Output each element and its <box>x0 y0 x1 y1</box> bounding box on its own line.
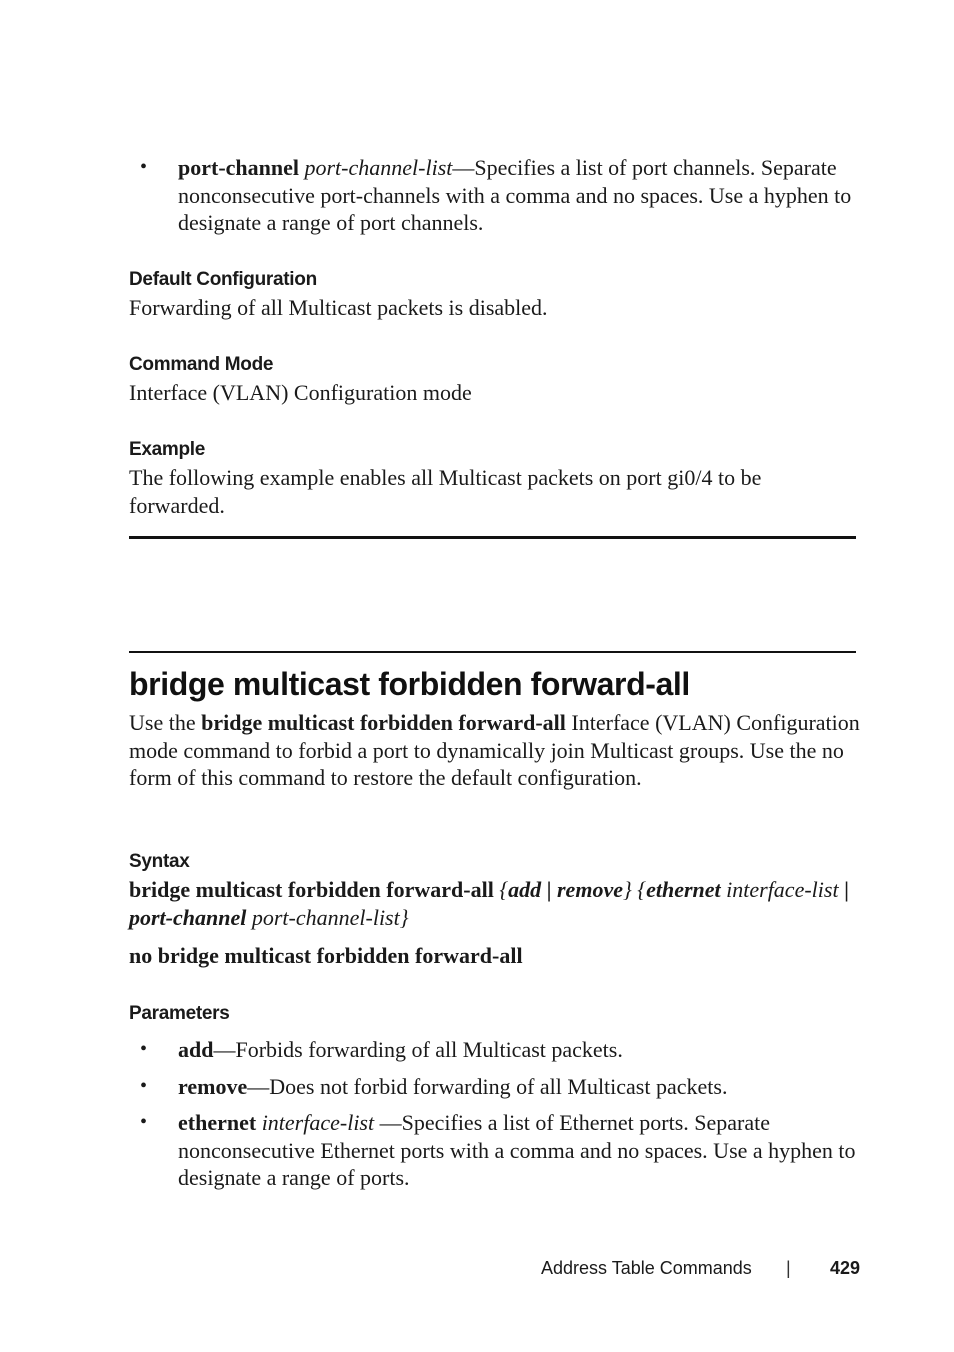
syntax-brace: { <box>493 877 509 902</box>
param-keyword: port-channel <box>178 155 299 180</box>
footer-section-name: Address Table Commands <box>541 1258 752 1278</box>
syntax-port-channel-list: port-channel-list <box>246 904 400 930</box>
footer-separator: | <box>786 1258 791 1278</box>
param-desc: —Does not forbid forwarding of all Multicast packets. <box>247 1074 728 1099</box>
command-mode-heading: Command Mode <box>129 354 274 375</box>
syntax-command: bridge multicast forbidden forward-all <box>129 877 494 902</box>
intro-pre: Use the <box>129 710 202 735</box>
intro-post: Interface (VLAN) Configuration mode command to forbid a port to dynamically join Multicast groups. Use the no form of this command to restore the default configuration. <box>129 710 860 790</box>
param-keyword: ethernet <box>178 1110 257 1135</box>
bullet-marker: • <box>140 1038 148 1060</box>
param-keyword: add <box>178 1037 214 1062</box>
syntax-separator: | <box>838 877 849 902</box>
syntax-no-form: no bridge multicast forbidden forward-all <box>129 943 523 968</box>
parameters-heading: Parameters <box>129 1003 230 1024</box>
syntax-brace: } { <box>622 877 647 902</box>
intro-command: bridge multicast forbidden forward-all <box>201 710 566 735</box>
syntax-interface-list: interface-list <box>720 877 839 902</box>
default-config-text: Forwarding of all Multicast packets is disabled. <box>129 295 548 320</box>
syntax-ethernet: ethernet <box>646 877 721 902</box>
param-arg: interface-list <box>261 1110 375 1135</box>
command-title: bridge multicast forbidden forward-all <box>129 666 690 702</box>
param-add <box>178 1036 868 1064</box>
param-desc: —Specifies a list of Ethernet ports. Separate nonconsecutive Ethernet ports with a comma and no spaces. Use a hyphen to designate a range of ports. <box>178 1110 856 1190</box>
bullet-marker: • <box>140 1111 148 1133</box>
bullet-marker: • <box>140 156 148 178</box>
param-port-channel <box>178 154 868 237</box>
default-config-heading: Default Configuration <box>129 269 317 290</box>
param-desc: —Specifies a list of port channels. Separate nonconsecutive port-channels with a comma and no spaces. Use a hyphen to designate a range of port channels. <box>178 155 852 235</box>
syntax-brace: } <box>399 904 409 930</box>
example-heading: Example <box>129 439 206 460</box>
param-keyword: remove <box>178 1074 248 1099</box>
syntax-heading: Syntax <box>129 851 190 872</box>
param-remove <box>178 1073 868 1101</box>
param-ethernet <box>178 1109 868 1192</box>
example-text: The following example enables all Multicast packets on port gi0/4 to be forwarded. <box>129 465 762 518</box>
param-desc: —Forbids forwarding of all Multicast packets. <box>213 1037 623 1062</box>
section-end-rule <box>129 536 856 539</box>
syntax-separator: | <box>541 877 557 902</box>
syntax-remove: remove <box>557 877 623 902</box>
section-start-rule <box>129 651 856 653</box>
bullet-marker: • <box>140 1075 148 1097</box>
param-arg: port-channel-list <box>304 155 453 180</box>
syntax-port-channel: port-channel <box>129 904 247 930</box>
syntax-add: add <box>508 877 542 902</box>
page-number: 429 <box>830 1258 861 1278</box>
command-mode-text: Interface (VLAN) Configuration mode <box>129 380 472 405</box>
command-description <box>129 709 864 792</box>
syntax-line <box>129 876 856 931</box>
